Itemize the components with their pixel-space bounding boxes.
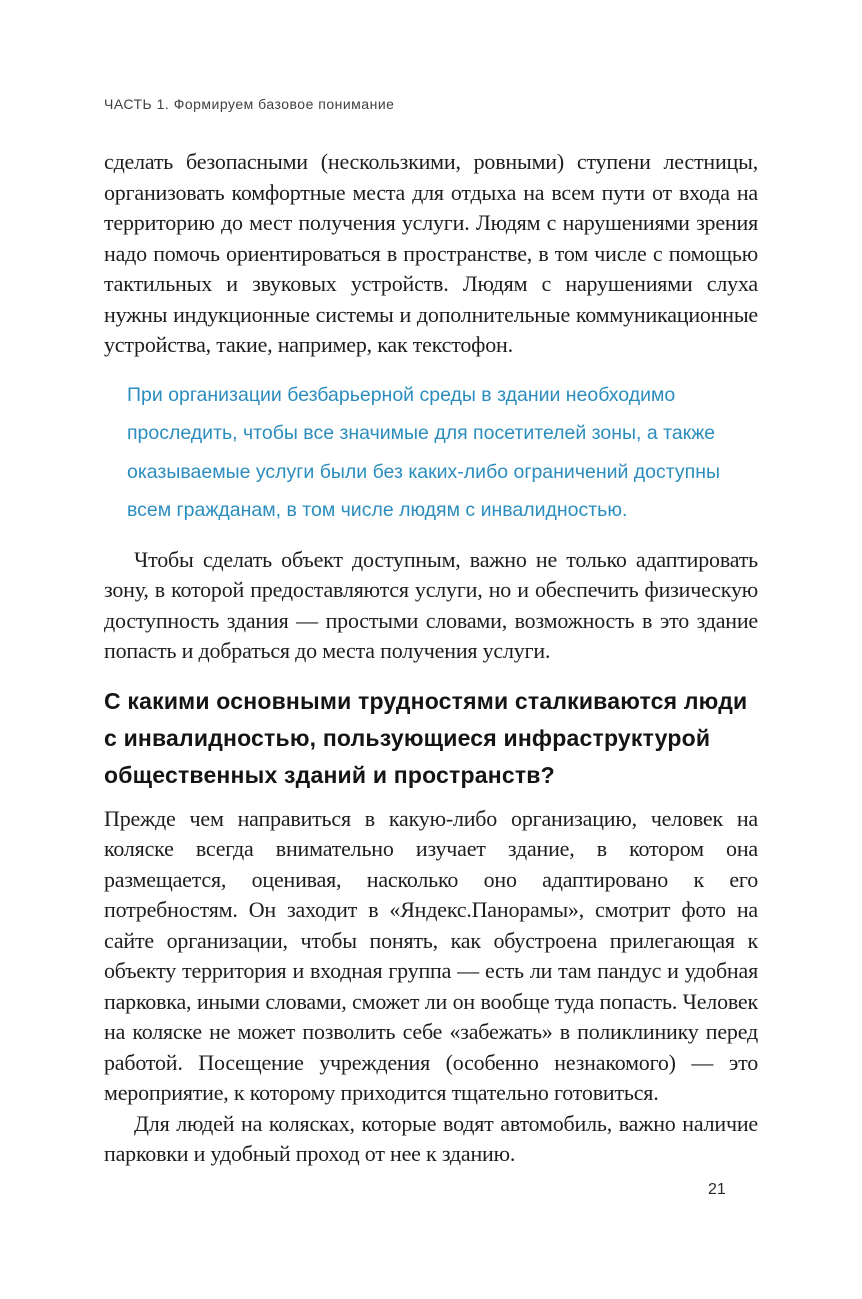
page-number: 21 [708, 1181, 726, 1198]
paragraph-continuation: сделать безопасными (нескользкими, ровными) ступени лестницы, организовать комфортные места для отдыха на всем пути от входа на территорию до мест получения услуги. Людям с нарушениями зрения надо помочь ориентироваться в пространстве, в том числе с помощью тактильных и звуковых устройств. Людям с нарушениями слуха нужны индукционные системы и дополнительные коммуникационные устройства, такие, например, как текстофон. [104, 149, 758, 357]
paragraph: Чтобы сделать объект доступным, важно не только адаптировать зону, в которой предоставляются услуги, но и обеспечить физическую доступность здания — простыми словами, возможность в это здание попасть и добраться до места получения услуги. [104, 546, 758, 663]
page-content [104, 147, 758, 1170]
paragraph: Прежде чем направиться в какую-либо организацию, человек на коляске всегда внимательно изучает здание, в котором она размещается, оценивая, насколько оно адаптировано к его потребностям. Он заходит в «Яндекс.Панорамы», смотрит фото на сайте организации, чтобы понять, как обустроена прилегающая к объекту территория и входная группа — есть ли там пандус и удобная парковка, иными словами, сможет ли он вообще туда попасть. Человек на коляске не может позволить себе «забежать» в поликлинику перед работой. Посещение учреждения (особенно незнакомого) — это мероприятие, к которому приходится тщательно готовиться. [104, 805, 758, 1105]
running-head: ЧАСТЬ 1. Формируем базовое понимание [104, 96, 395, 112]
section-heading: С какими основными трудностями сталкиваются люди с инвалидностью, пользующиеся инфраструктурой общественных зданий и пространств? [104, 687, 748, 788]
callout-quote: При организации безбарьерной среды в здании необходимо проследить, чтобы все значимые для посетителей зоны, а также оказываемые услуги были без каких-либо ограничений доступны всем гражданам, в том числе людям с инвалидностью. [127, 383, 721, 521]
paragraph: Для людей на колясках, которые водят автомобиль, важно наличие парковки и удобный проход от нее к зданию. [104, 1110, 758, 1166]
